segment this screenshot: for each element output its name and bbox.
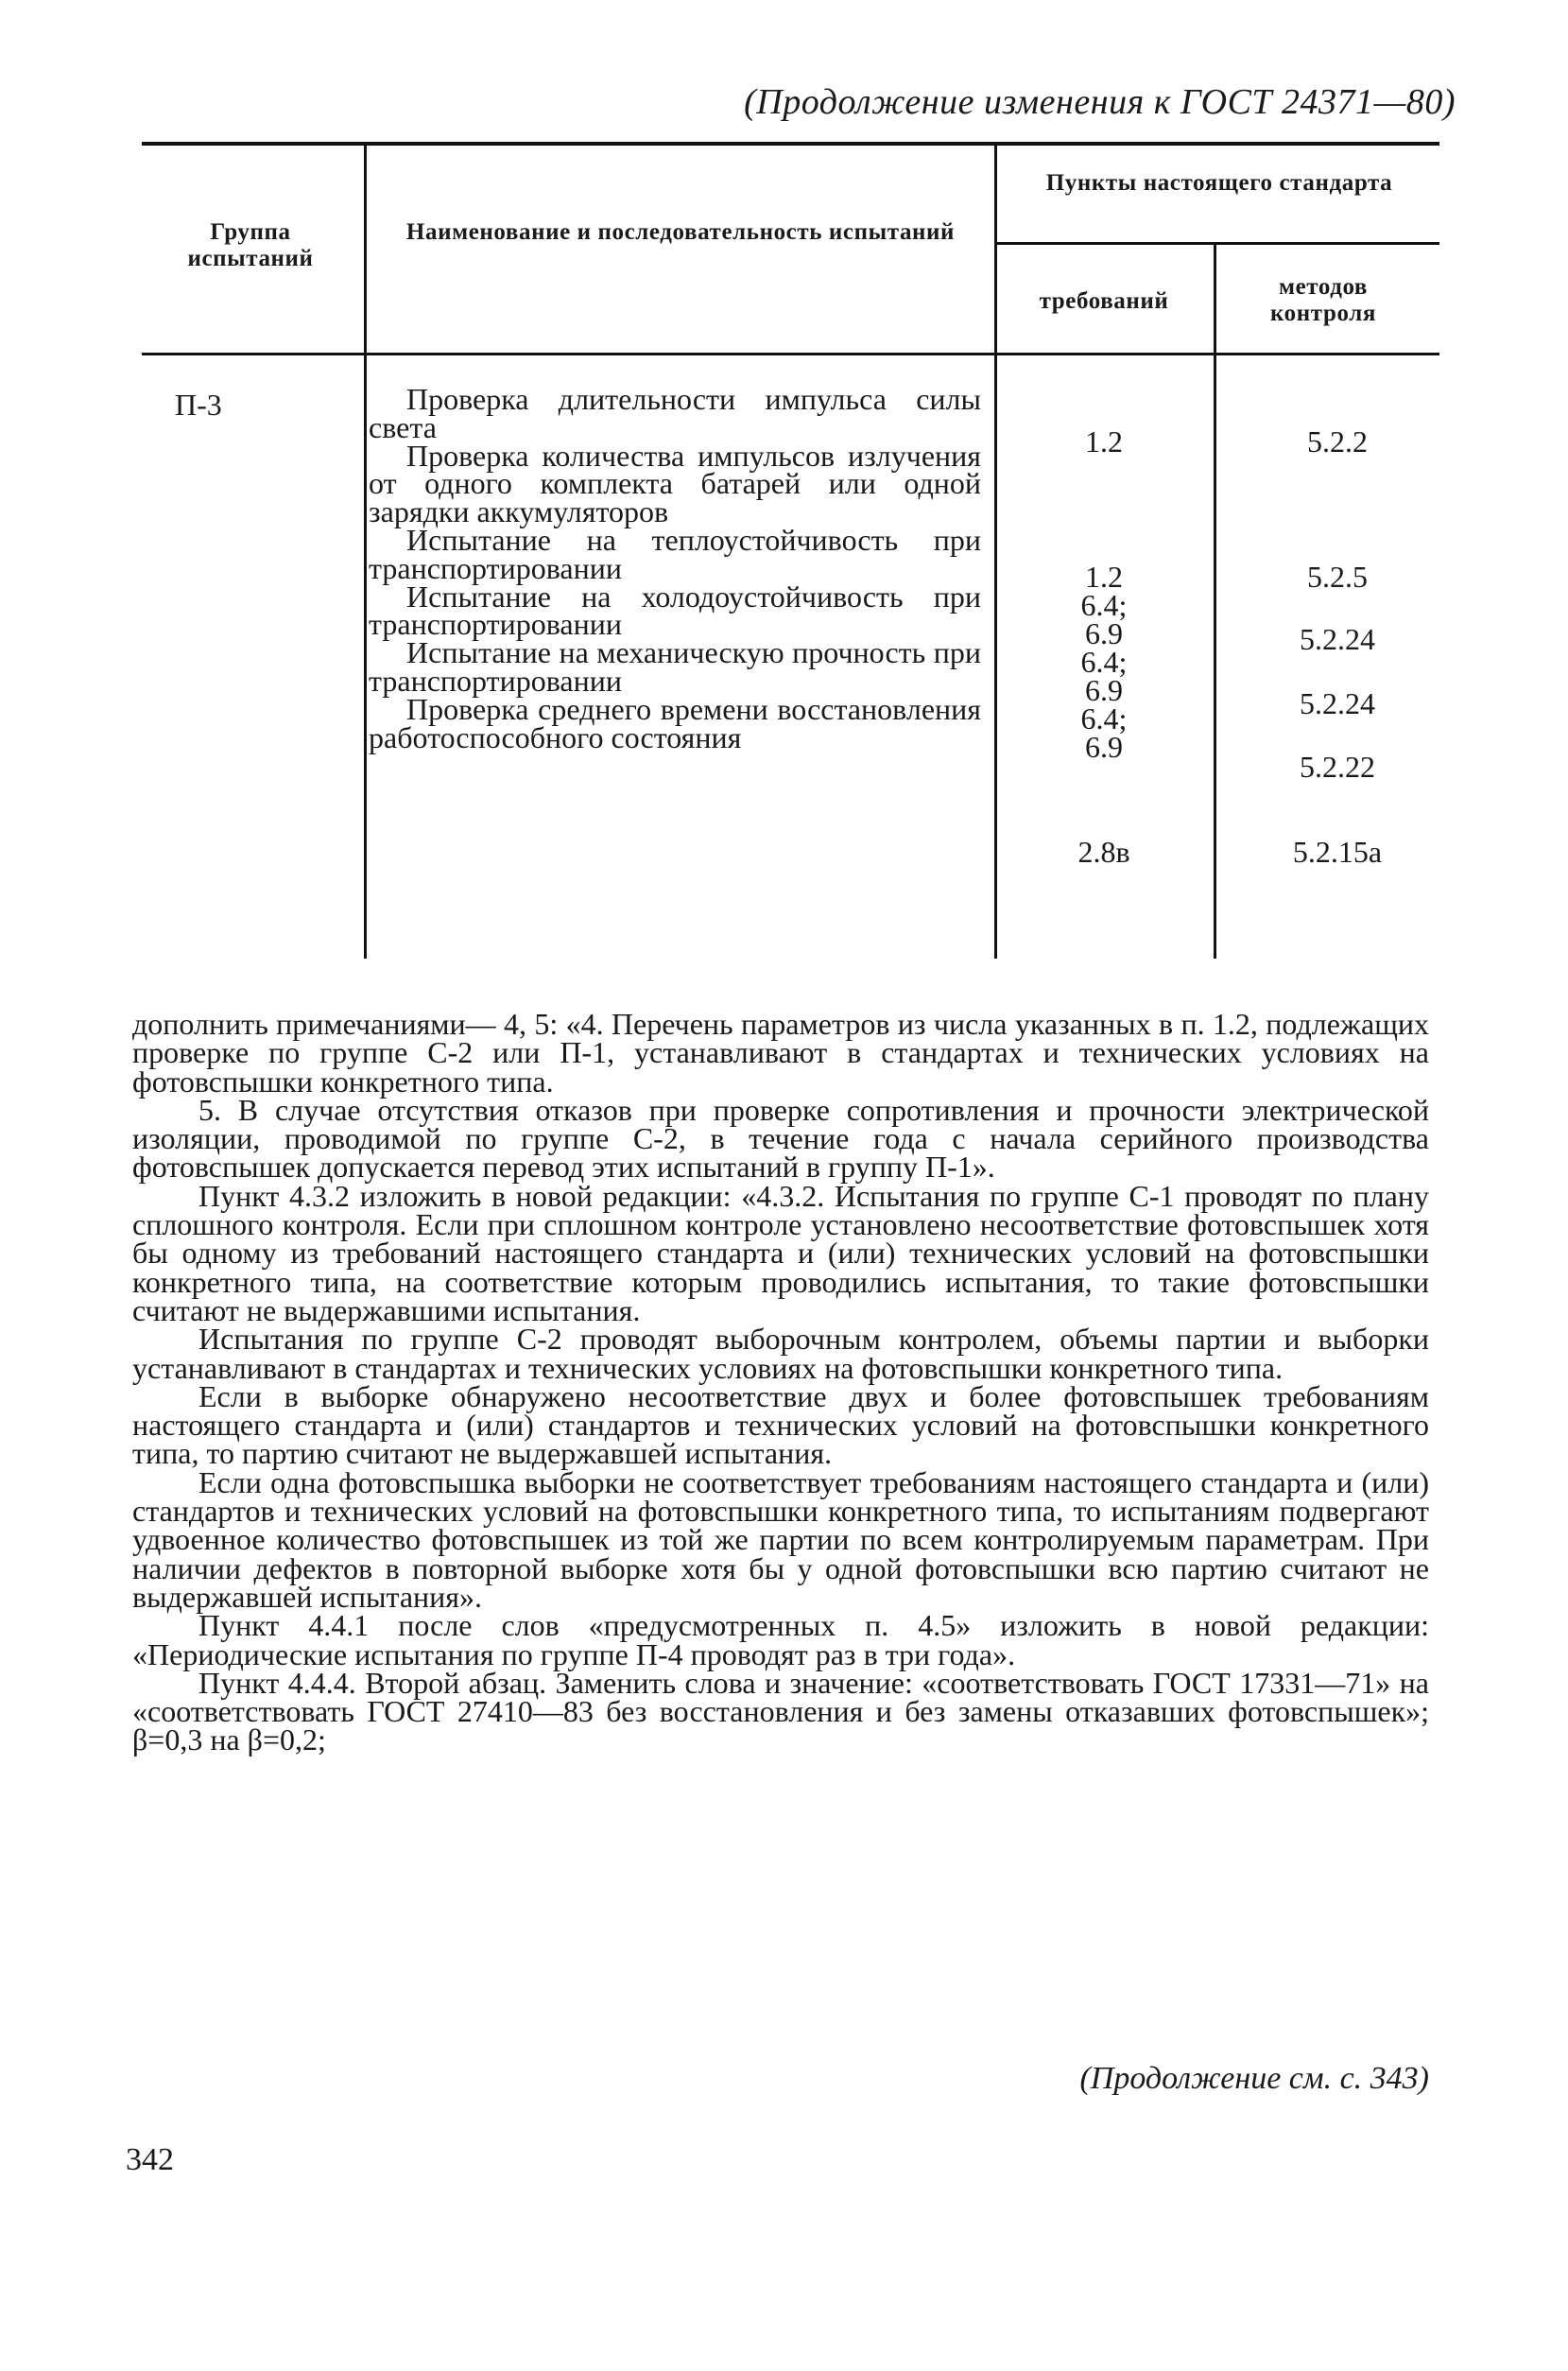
test-name: Проверка количества импульсов излучения от одного комплекта батарей или одной зарядки аккумуляторов: [369, 438, 981, 529]
paragraph: Пункт 4.4.1 после слов «предусмотренных п. 4.5» изложить в новой редакции: «Периодические испытания по группе П-4 проводят раз в три года».: [132, 1608, 1429, 1671]
test-name: Проверка длительности импульса силы света: [369, 382, 981, 444]
paragraph: Пункт 4.4.4. Второй абзац. Заменить слова и значение: «соответствовать ГОСТ 17331—71» на «соответствовать ГОСТ 27410—83 без восстановления и без замены отказавших фотовспышек»; β=0,3 на β=0,2;: [132, 1665, 1429, 1757]
page-number: 342: [126, 2142, 174, 2177]
paragraph: Если в выборке обнаружено несоответствие двух и более фотовспышек требованиям настоящего стандарта и (или) стандартов и технических условий на фотовспышки конкретного типа, то партию считают не выдержавшей испытания.: [132, 1378, 1429, 1471]
group-cell: П-3: [175, 388, 222, 422]
test-name: Испытание на теплоустойчивость при транспортировании: [369, 522, 981, 585]
req-value: 6.9: [1085, 616, 1123, 650]
table-top-rule: [142, 142, 1439, 146]
table-col-divider-3: [1214, 244, 1216, 959]
points-subheader-rule: [996, 242, 1439, 245]
req-value: 6.4;: [1080, 701, 1128, 736]
paragraph: Испытания по группе С-2 проводят выборочным контролем, объемы партии и выборки устанавливают в стандартах и технических условиях на фотовспышки конкретного типа.: [132, 1322, 1429, 1385]
header-group: Группа испытаний: [187, 219, 314, 271]
test-names-cell: [369, 382, 981, 754]
test-name: Испытание на холодоустойчивость при транспортировании: [369, 579, 981, 642]
paragraph: Если одна фотовспышка выборки не соответствует требованиям настоящего стандарта и (или) стандартов и технических условий на фотовспышки конкретного типа, то испытаниям подвергают удвоенное количество фотовспышек из той же партии по всем контролируемым параметрам. При наличии дефектов в повторной выборке хотя бы у одной фотовспышки всю партию считают не выдержавшей испытания».: [132, 1464, 1429, 1614]
test-name: Испытание на механическую прочность при транспортировании: [369, 635, 981, 698]
header-points: Пункты настоящего стандарта: [1045, 170, 1393, 196]
paragraph: Пункт 4.3.2 изложить в новой редакции: «4.3.2. Испытания по группе С-1 проводят по плану сплошного контроля. Если при сплошном контроле установлено несоответствие фотовспышек хотя бы одному из требований настоящего стандарта и (или) технических условий на фотовспышки конкретного типа, на соответствие которым проводились испытания, то такие фотовспышки считают не выдержавшими испытания.: [132, 1178, 1429, 1327]
table-col-divider-2: [994, 146, 997, 959]
test-name: Проверка среднего времени восстановления работоспособного состояния: [369, 691, 981, 754]
method-value: 5.2.22: [1300, 750, 1375, 784]
header-requirements: требований: [1039, 288, 1169, 314]
method-value: 5.2.15а: [1292, 835, 1383, 869]
paragraph: 5. В случае отсутствия отказов при проверке сопротивления и прочности электрической изоляции, проводимой по группе С-2, в течение года с начала серийного производства фотовспышек допускается перевод этих испытаний в группу П-1».: [132, 1092, 1429, 1185]
paragraph: дополнить примечаниями— 4, 5: «4. Перечень параметров из числа указанных в п. 1.2, подлежащих проверке по группе С-2 или П-1, устанавливают в стандартах и технических условиях на фотовспышки конкретного типа.: [132, 1007, 1429, 1099]
method-value: 5.2.2: [1307, 424, 1368, 459]
table-col-divider-1: [364, 146, 367, 959]
req-value: 1.2: [1085, 560, 1123, 594]
method-value: 5.2.24: [1300, 622, 1375, 656]
header-methods: методов контроля: [1270, 274, 1376, 326]
continuation-note: (Продолжение см. с. 343): [1079, 2061, 1429, 2096]
req-value: 6.4;: [1080, 645, 1128, 679]
table-header-bottom-rule: [142, 353, 1439, 355]
req-value: 6.9: [1085, 673, 1123, 707]
running-header: (Продолжение изменения к ГОСТ 24371—80): [744, 82, 1456, 122]
req-value: 6.4;: [1080, 588, 1128, 622]
req-value: 6.9: [1085, 730, 1123, 764]
header-name: Наименование и последовательность испытаний: [405, 219, 956, 245]
method-value: 5.2.24: [1300, 686, 1375, 720]
req-value: 1.2: [1085, 424, 1123, 459]
method-value: 5.2.5: [1307, 560, 1368, 594]
req-value: 2.8в: [1077, 835, 1130, 869]
amendment-text: [132, 1007, 1429, 1757]
